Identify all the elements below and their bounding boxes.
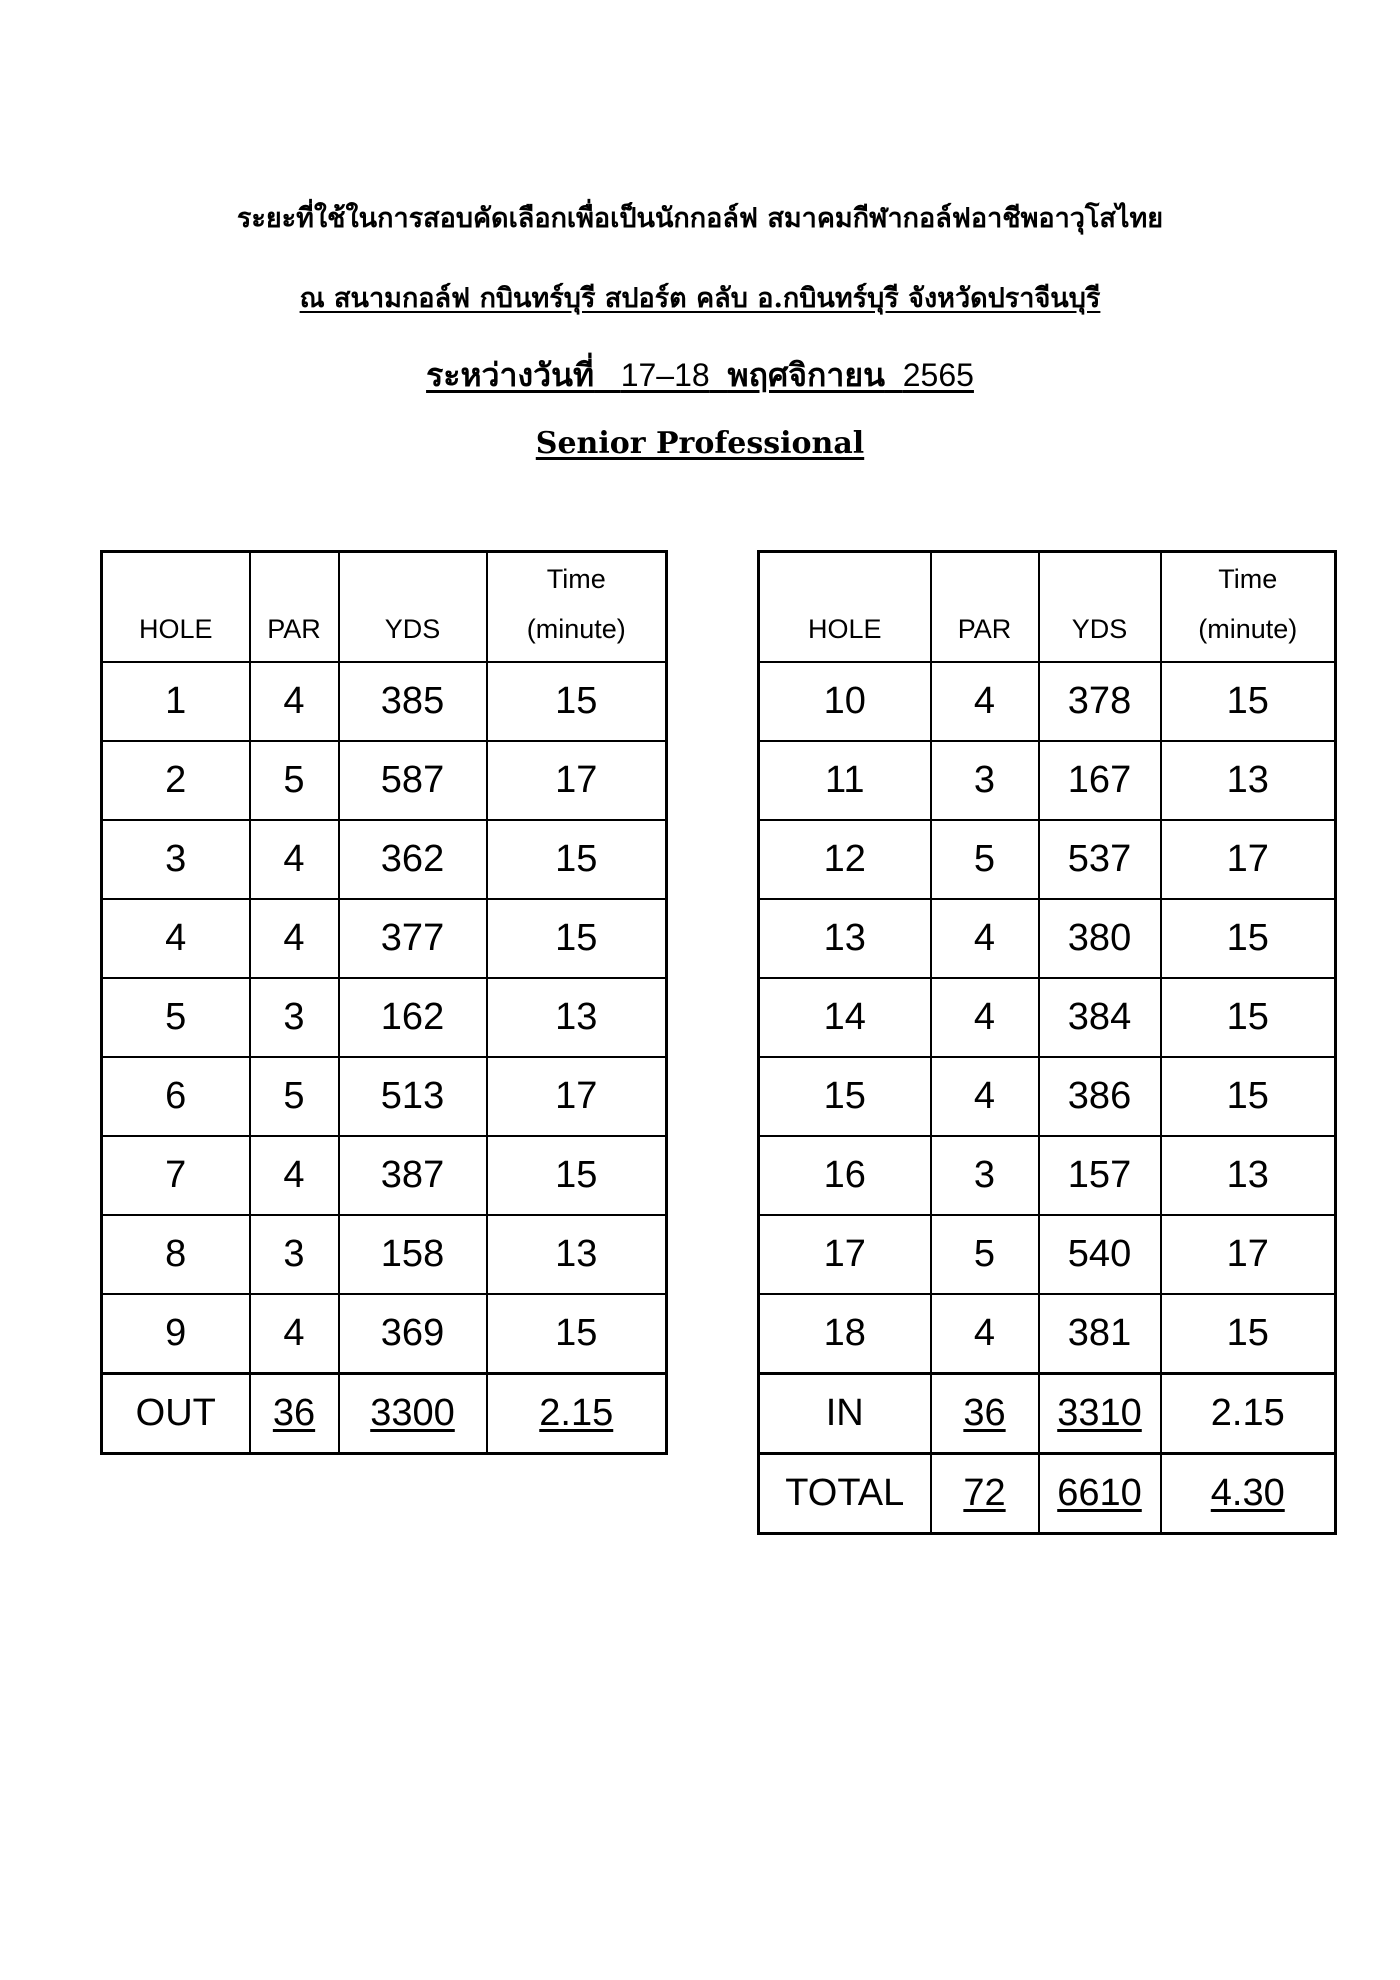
cell-par: 5 [931,820,1039,899]
back-nine-table [757,550,1337,1535]
cell-yds: 381 [1039,1294,1161,1374]
cell-hole: 8 [102,1215,250,1294]
cell-par: 3 [250,1215,339,1294]
cell-time: 13 [487,1215,667,1294]
cell-hole: 2 [102,741,250,820]
cell-yds: 377 [339,899,487,978]
cell-yds: 386 [1039,1057,1161,1136]
cell-par: 5 [931,1215,1039,1294]
hole-row [759,1215,1336,1294]
cell-yds: 157 [1039,1136,1161,1215]
header-row [102,552,667,663]
header-yds: YDS [1039,552,1161,663]
cell-par: 4 [250,820,339,899]
cell-hole: 11 [759,741,931,820]
cell-time: 2.15 [487,1374,667,1454]
front-nine-table [100,550,668,1455]
hole-row [759,1136,1336,1215]
cell-hole: 12 [759,820,931,899]
cell-yds: 378 [1039,662,1161,741]
cell-time: 15 [1161,662,1336,741]
cell-label: TOTAL [759,1454,931,1534]
hole-row [759,899,1336,978]
cell-yds: 384 [1039,978,1161,1057]
cell-par: 4 [250,1136,339,1215]
cell-hole: 13 [759,899,931,978]
in-total-row [759,1374,1336,1454]
cell-yds: 513 [339,1057,487,1136]
cell-par: 5 [250,1057,339,1136]
cell-time: 13 [1161,741,1336,820]
hole-row [102,1136,667,1215]
header-hole: HOLE [102,552,250,663]
hole-row [102,741,667,820]
cell-time: 15 [1161,1057,1336,1136]
hole-row [102,662,667,741]
hole-row [759,978,1336,1057]
cell-time: 15 [487,820,667,899]
header-yds: YDS [339,552,487,663]
cell-time: 15 [1161,1294,1336,1374]
header-hole: HOLE [759,552,931,663]
cell-par: 36 [250,1374,339,1454]
cell-yds: 537 [1039,820,1161,899]
cell-time: 4.30 [1161,1454,1336,1534]
cell-yds: 167 [1039,741,1161,820]
cell-par: 4 [931,899,1039,978]
cell-yds: 540 [1039,1215,1161,1294]
cell-hole: 1 [102,662,250,741]
hole-row [102,1215,667,1294]
cell-label: OUT [102,1374,250,1454]
cell-time: 15 [487,662,667,741]
cell-par: 72 [931,1454,1039,1534]
hole-row [102,820,667,899]
cell-par: 3 [250,978,339,1057]
cell-time: 17 [487,1057,667,1136]
hole-row [759,741,1336,820]
header-row [759,552,1336,663]
cell-yds: 369 [339,1294,487,1374]
cell-yds: 380 [1039,899,1161,978]
cell-par: 3 [931,741,1039,820]
cell-par: 4 [250,662,339,741]
hole-row [102,899,667,978]
cell-time: 15 [487,1294,667,1374]
cell-yds: 3300 [339,1374,487,1454]
cell-hole: 17 [759,1215,931,1294]
cell-yds: 587 [339,741,487,820]
cell-hole: 6 [102,1057,250,1136]
cell-yds: 362 [339,820,487,899]
cell-yds: 162 [339,978,487,1057]
cell-hole: 4 [102,899,250,978]
hole-row [759,1057,1336,1136]
cell-par: 36 [931,1374,1039,1454]
cell-time: 15 [487,1136,667,1215]
header-par: PAR [250,552,339,663]
hole-row [759,1294,1336,1374]
hole-row [759,820,1336,899]
cell-hole: 10 [759,662,931,741]
cell-hole: 9 [102,1294,250,1374]
date-year: 2565 [902,357,974,393]
cell-time: 15 [1161,899,1336,978]
cell-time: 2.15 [1161,1374,1336,1454]
cell-par: 4 [931,1294,1039,1374]
hole-row [759,662,1336,741]
hole-row [102,1294,667,1374]
grand-total-row [759,1454,1336,1534]
cell-par: 4 [250,899,339,978]
cell-yds: 3310 [1039,1374,1161,1454]
venue-line: ณ สนามกอล์ฟ กบินทร์บุรี สปอร์ต คลับ อ.กบินทร์บุรี จังหวัดปราจีนบุรี [299,283,1101,314]
cell-par: 4 [250,1294,339,1374]
header-time: Time (minute) [487,552,667,663]
cell-par: 3 [931,1136,1039,1215]
cell-hole: 15 [759,1057,931,1136]
header-time: Time (minute) [1161,552,1336,663]
date-prefix: ระหว่างวันที่ [426,356,595,394]
out-total-row [102,1374,667,1454]
cell-time: 17 [487,741,667,820]
document-title: ระยะที่ใช้ในการสอบคัดเลือกเพื่อเป็นนักกอล์ฟ สมาคมกีฬากอล์ฟอาชีพอาวุโสไทย [236,203,1164,234]
category-heading: Senior Professional [535,426,865,461]
cell-yds: 387 [339,1136,487,1215]
cell-yds: 6610 [1039,1454,1161,1534]
cell-yds: 385 [339,662,487,741]
cell-time: 15 [1161,978,1336,1057]
date-line [0,350,1400,401]
hole-row [102,1057,667,1136]
cell-hole: 3 [102,820,250,899]
cell-label: IN [759,1374,931,1454]
cell-par: 4 [931,978,1039,1057]
hole-row [102,978,667,1057]
cell-hole: 7 [102,1136,250,1215]
cell-time: 15 [487,899,667,978]
cell-par: 5 [250,741,339,820]
header-par: PAR [931,552,1039,663]
date-days: 17–18 [620,357,710,393]
cell-time: 17 [1161,1215,1336,1294]
date-month: พฤศจิกายน [727,356,885,394]
cell-time: 13 [1161,1136,1336,1215]
cell-par: 4 [931,1057,1039,1136]
cell-par: 4 [931,662,1039,741]
cell-hole: 5 [102,978,250,1057]
cell-time: 13 [487,978,667,1057]
cell-hole: 18 [759,1294,931,1374]
cell-yds: 158 [339,1215,487,1294]
cell-hole: 14 [759,978,931,1057]
cell-hole: 16 [759,1136,931,1215]
cell-time: 17 [1161,820,1336,899]
